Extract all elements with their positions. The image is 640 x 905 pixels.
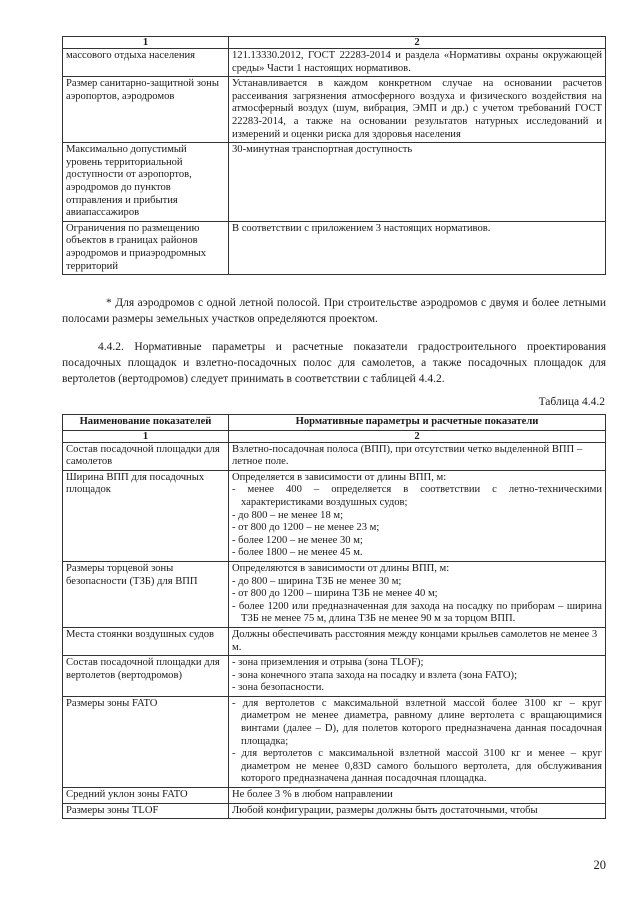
value-list-item: - более 1200 или предназначенная для захода на посадку по приборам – ширина ТЗБ не менее 75 м, длина ТЗБ не менее 90 м за торцом ВПП. <box>232 600 602 625</box>
table-continuation <box>62 36 606 275</box>
value-list-item: - менее 400 – определяется в соответствии с летно-техническими характеристиками воздушных судов; <box>232 484 602 508</box>
row-value: 30-минутная транспортная доступность <box>229 143 606 222</box>
row-value <box>229 561 606 627</box>
table-row <box>63 77 606 143</box>
row-label: Места стоянки воздушных судов <box>63 627 229 655</box>
value-list-item: - зона безопасности. <box>232 682 325 694</box>
column-number: 2 <box>229 37 606 49</box>
table-row <box>63 803 606 819</box>
value-line: Любой конфигурации, размеры должны быть достаточными, чтобы <box>232 804 538 816</box>
row-label: Средний уклон зоны FATO <box>63 788 229 804</box>
value-list-item: - до 800 – ширина ТЗБ не менее 30 м; <box>232 575 402 587</box>
value-list-item: - для вертолетов с максимальной взлетной массой более 3100 кг – круг диаметром не менее диаметра, равному длине вертолета с вращающимися винтами (далее – D), для полетов которого предназначена данная посадочная площадка; <box>232 697 602 747</box>
value-list-item: - зона приземления и отрыва (зона TLOF); <box>232 657 424 669</box>
row-value: В соответствии с приложением 3 настоящих нормативов. <box>229 221 606 274</box>
row-label: массового отдыха населения <box>63 49 229 77</box>
value-list-item: - до 800 – не менее 18 м; <box>232 509 344 521</box>
value-line: Взлетно-посадочная полоса (ВПП), при отсутствии четко выделенной ВПП – летное поле. <box>232 443 583 468</box>
table-header-row <box>63 415 606 431</box>
value-line: Должны обеспечивать расстояния между концами крыльев самолетов не менее 3 м. <box>232 628 598 653</box>
column-number: 1 <box>63 430 229 442</box>
table-row <box>63 561 606 627</box>
row-value: Устанавливается в каждом конкретном случае на основании расчетов рассеивания загрязнения атмосферного воздуха и физического воздействия на атмосферный воздух (шум, вибрация, ЭМП и др.) с учетом требований ГОСТ 22283-2014, а также на основании результатов натурных исследований и измерений и оценки риска для здоровья населения <box>229 77 606 143</box>
table-row <box>63 442 606 470</box>
value-list-item: - более 1200 – не менее 30 м; <box>232 534 363 546</box>
row-value <box>229 788 606 804</box>
column-number: 1 <box>63 37 229 49</box>
row-label: Максимально допустимый уровень территориальной доступности от аэропортов, аэродромов до пунктов отправления и прибытия авиапассажиров <box>63 143 229 222</box>
row-label: Размеры зоны FATO <box>63 696 229 787</box>
row-label: Ширина ВПП для посадочных площадок <box>63 470 229 561</box>
row-label: Состав посадочной площадки для самолетов <box>63 442 229 470</box>
row-value <box>229 656 606 697</box>
column-header: Наименование показателей <box>63 415 229 431</box>
row-value: 121.13330.2012, ГОСТ 22283-2014 и раздела «Нормативы охраны окружающей среды» Части 1 настоящих нормативов. <box>229 49 606 77</box>
row-value <box>229 470 606 561</box>
column-number-row <box>63 37 606 49</box>
row-label: Состав посадочной площадки для вертолетов (вертодромов) <box>63 656 229 697</box>
value-line: Определяются в зависимости от длины ВПП, м: <box>232 562 450 574</box>
table-caption: Таблица 4.4.2 <box>538 396 605 408</box>
table-row <box>63 221 606 274</box>
table-row <box>63 627 606 655</box>
value-list-item: - более 1800 – не менее 45 м. <box>232 547 363 559</box>
row-label: Ограничения по размещению объектов в границах районов аэродромов и приаэродромных территорий <box>63 221 229 274</box>
table-row <box>63 656 606 697</box>
table-row <box>63 143 606 222</box>
row-label: Размеры зоны TLOF <box>63 803 229 819</box>
value-list-item: - от 800 до 1200 – ширина ТЗБ не менее 40 м; <box>232 588 438 600</box>
footnote: * Для аэродромов с одной летной полосой. При строительстве аэродромов с двумя и более летными полосами размеры земельных участков определяются проектом. <box>62 297 606 325</box>
row-label: Размеры торцевой зоны безопасности (ТЗБ) для ВПП <box>63 561 229 627</box>
table-row <box>63 788 606 804</box>
value-line: Определяется в зависимости от длины ВПП, м: <box>232 471 447 483</box>
value-list-item: - от 800 до 1200 – не менее 23 м; <box>232 522 380 534</box>
value-list-item: - для вертолетов с максимальной взлетной массой 3100 кг и менее – круг диаметром не менее 0,83D самого большого вертолета, для обслуживания которого предназначена данная посадочная площадка. <box>232 748 602 785</box>
column-header: Нормативные параметры и расчетные показатели <box>229 415 606 431</box>
row-value <box>229 803 606 819</box>
column-number: 2 <box>229 430 606 442</box>
row-label: Размер санитарно-защитной зоны аэропортов, аэродромов <box>63 77 229 143</box>
value-line: Не более 3 % в любом направлении <box>232 789 393 801</box>
row-value <box>229 627 606 655</box>
table-4-4-2 <box>62 414 606 819</box>
table-row <box>63 696 606 787</box>
table-row <box>63 470 606 561</box>
section-paragraph: 4.4.2. Нормативные параметры и расчетные показатели градостроительного проектирования посадочных площадок и взлетно-посадочных полос для самолетов, а также посадочных площадок для вертолетов (вертодромов) следует принимать в соответствии с таблицей 4.4.2. <box>62 341 606 385</box>
page-number: 20 <box>593 858 606 872</box>
row-value <box>229 442 606 470</box>
value-list-item: - зона конечного этапа захода на посадку и взлета (зона FATO); <box>232 669 518 681</box>
row-value <box>229 696 606 787</box>
table-row <box>63 49 606 77</box>
column-number-row <box>63 430 606 442</box>
